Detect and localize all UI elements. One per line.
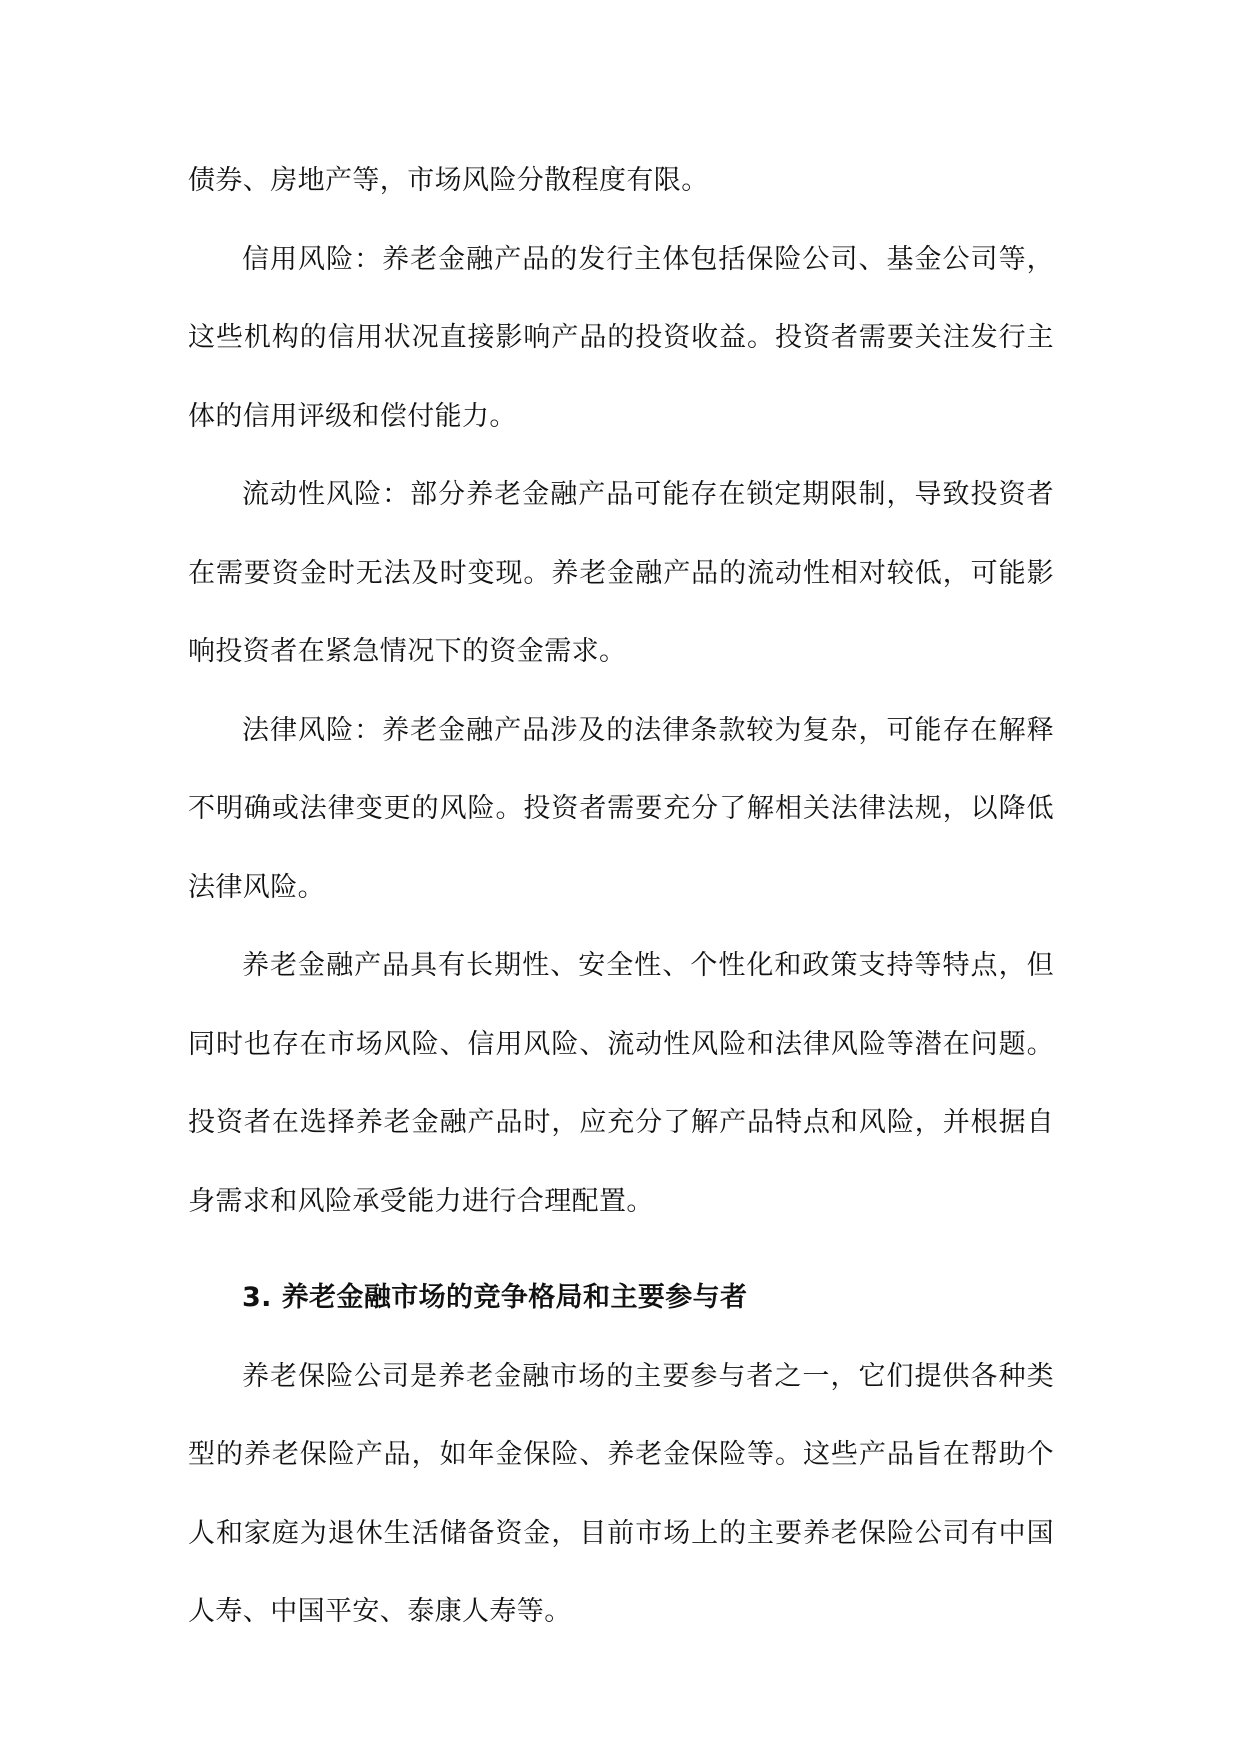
paragraph-credit-risk: 信用风险：养老金融产品的发行主体包括保险公司、基金公司等，这些机构的信用状况直接影响产品的投资收益。投资者需要关注发行主体的信用评级和偿付能力。 — [188, 243, 1054, 432]
paragraph-continuation: 债券、房地产等，市场风险分散程度有限。 — [188, 165, 709, 196]
paragraph-legal-risk: 法律风险：养老金融产品涉及的法律条款较为复杂，可能存在解释不明确或法律变更的风险。投资者需要充分了解相关法律法规，以降低法律风险。 — [188, 714, 1054, 903]
document-body — [188, 142, 1054, 1652]
section-heading: 3. 养老金融市场的竞争格局和主要参与者 — [242, 1282, 748, 1313]
paragraph-insurance-companies: 养老保险公司是养老金融市场的主要参与者之一，它们提供各种类型的养老保险产品，如年金保险、养老金保险等。这些产品旨在帮助个人和家庭为退休生活储备资金，目前市场上的主要养老保险公司有中国人寿、中国平安、泰康人寿等。 — [188, 1360, 1054, 1627]
paragraph-liquidity-risk: 流动性风险：部分养老金融产品可能存在锁定期限制，导致投资者在需要资金时无法及时变现。养老金融产品的流动性相对较低，可能影响投资者在紧急情况下的资金需求。 — [188, 479, 1054, 667]
paragraph-summary: 养老金融产品具有长期性、安全性、个性化和政策支持等特点，但同时也存在市场风险、信用风险、流动性风险和法律风险等潜在问题。投资者在选择养老金融产品时，应充分了解产品特点和风险，并根据自身需求和风险承受能力进行合理配置。 — [188, 950, 1054, 1217]
